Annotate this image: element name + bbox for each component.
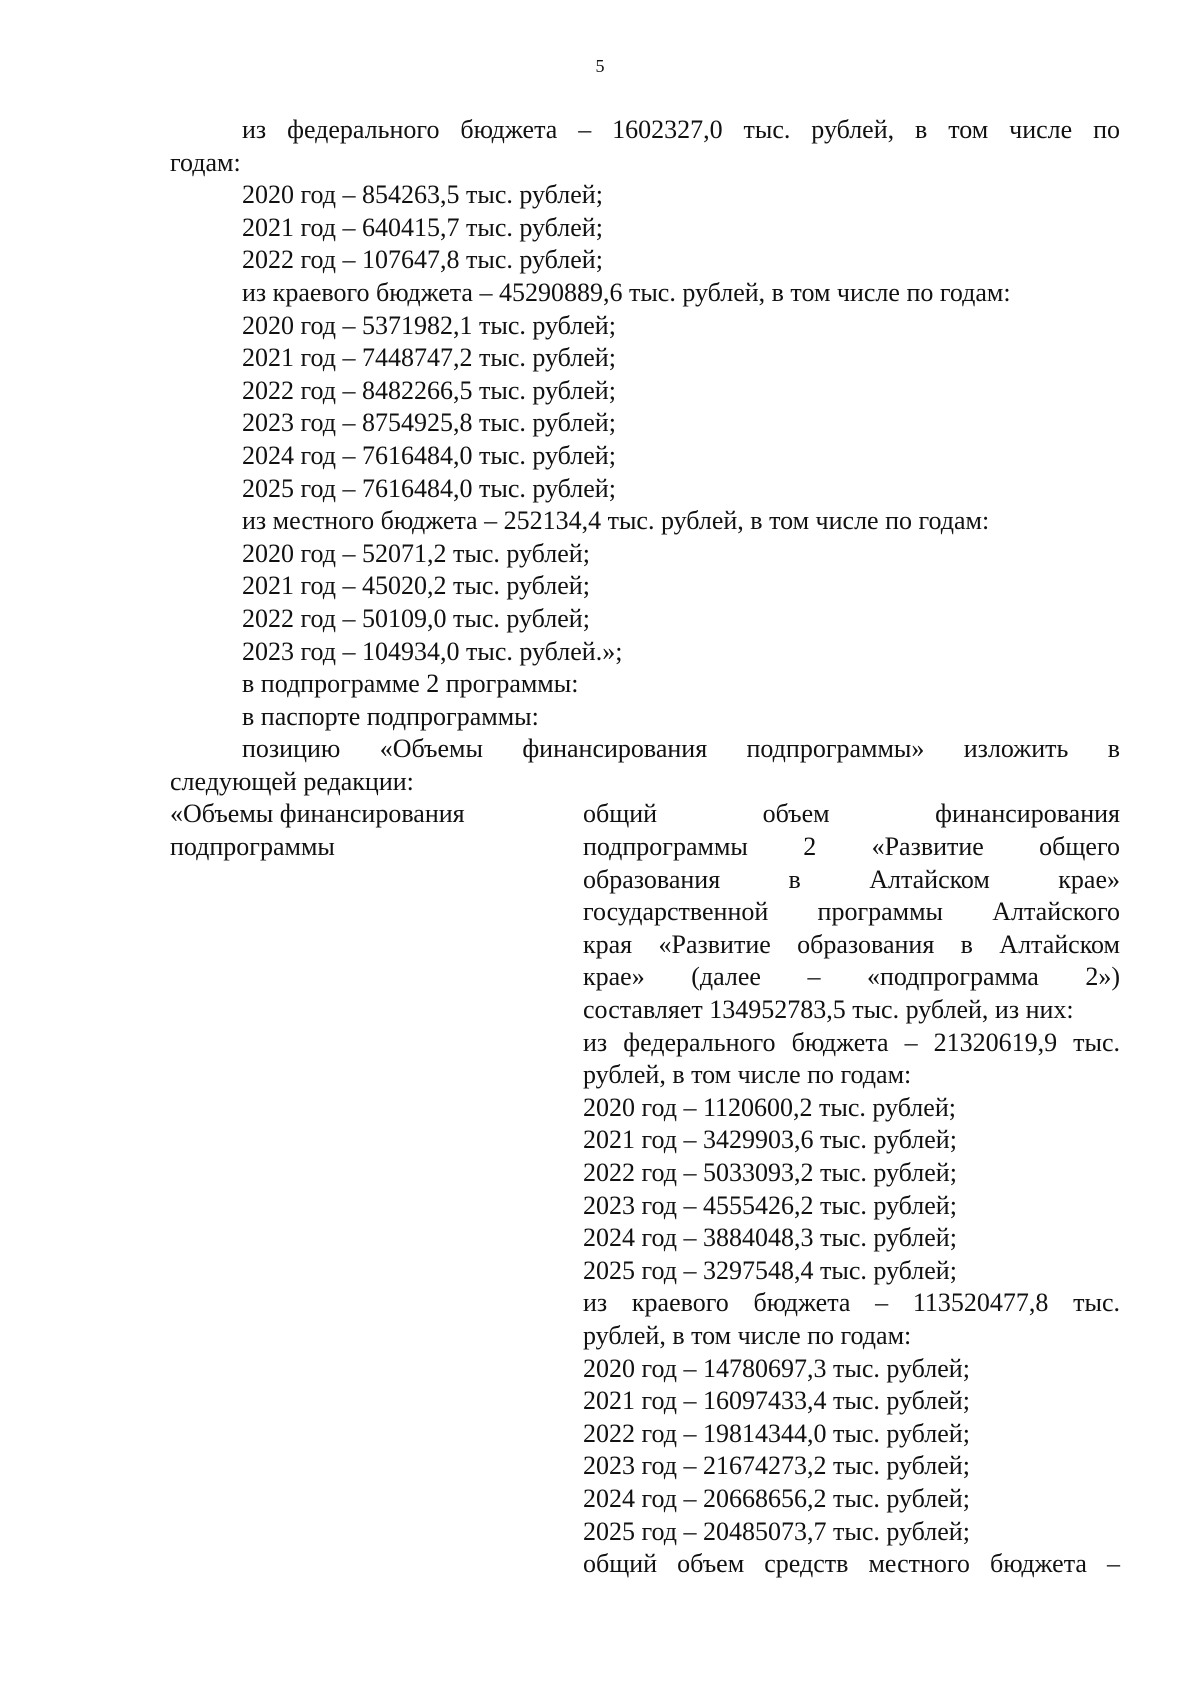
passport-regional-year-2023: 2023 год – 21674273,2 тыс. рублей; <box>583 1451 970 1481</box>
regional-year-2024: 2024 год – 7616484,0 тыс. рублей; <box>242 440 616 470</box>
passport-line: в паспорте подпрограммы: <box>242 701 539 731</box>
regional-year-2021: 2021 год – 7448747,2 тыс. рублей; <box>242 343 616 373</box>
document-body <box>170 114 1120 1581</box>
passport-federal-year-2020: 2020 год – 1120600,2 тыс. рублей; <box>583 1092 956 1122</box>
passport-regional-line: из краевого бюджета – 113520477,8 тыс. <box>583 1288 1120 1318</box>
federal-year-2020: 2020 год – 854263,5 тыс. рублей; <box>242 180 603 210</box>
local-year-2021: 2021 год – 45020,2 тыс. рублей; <box>242 571 590 601</box>
passport-local-line: общий объем средств местного бюджета – <box>583 1549 1120 1579</box>
passport-label-line-2: подпрограммы <box>170 832 335 862</box>
passport-left-column <box>170 798 570 863</box>
passport-desc-line-4: государственной программы Алтайского <box>583 897 1120 927</box>
passport-federal-year-2022: 2022 год – 5033093,2 тыс. рублей; <box>583 1158 957 1187</box>
passport-federal-line-cont: рублей, в том числе по годам: <box>583 1060 912 1090</box>
passport-desc-line-5: края «Развитие образования в Алтайском <box>583 929 1120 959</box>
federal-year-2022: 2022 год – 107647,8 тыс. рублей; <box>242 245 603 275</box>
regional-budget-line: из краевого бюджета – 45290889,6 тыс. рублей, в том числе по годам: <box>242 277 1011 307</box>
passport-federal-year-2021: 2021 год – 3429903,6 тыс. рублей; <box>583 1125 957 1155</box>
local-year-2020: 2020 год – 52071,2 тыс. рублей; <box>242 538 590 568</box>
passport-desc-line-3: образования в Алтайском крае» <box>583 864 1120 894</box>
regional-year-2023: 2023 год – 8754925,8 тыс. рублей; <box>242 408 616 438</box>
passport-regional-year-2022: 2022 год – 19814344,0 тыс. рублей; <box>583 1418 970 1448</box>
federal-budget-line: из федерального бюджета – 1602327,0 тыс. рублей, в том числе по <box>242 115 1120 144</box>
passport-regional-year-2025: 2025 год – 20485073,7 тыс. рублей; <box>583 1516 970 1546</box>
local-year-2022: 2022 год – 50109,0 тыс. рублей; <box>242 603 590 633</box>
page-number: 5 <box>595 56 605 76</box>
passport-federal-line: из федерального бюджета – 21320619,9 тыс. <box>583 1027 1120 1057</box>
passport-right-column <box>583 798 1120 1580</box>
passport-desc-line-1: общий объем финансирования <box>583 799 1120 829</box>
local-year-2023: 2023 год – 104934,0 тыс. рублей.»; <box>242 636 623 666</box>
federal-year-2021: 2021 год – 640415,7 тыс. рублей; <box>242 212 603 242</box>
passport-regional-line-cont: рублей, в том числе по годам: <box>583 1320 912 1350</box>
passport-federal-year-2024: 2024 год – 3884048,3 тыс. рублей; <box>583 1223 957 1253</box>
passport-label-line-1: «Объемы финансирования <box>170 799 465 829</box>
regional-year-2025: 2025 год – 7616484,0 тыс. рублей; <box>242 473 616 503</box>
position-line: позицию «Объемы финансирования подпрограммы» изложить в <box>242 734 1120 764</box>
passport-table <box>170 798 1120 1580</box>
passport-federal-year-2023: 2023 год – 4555426,2 тыс. рублей; <box>583 1190 957 1220</box>
passport-regional-year-2021: 2021 год – 16097433,4 тыс. рублей; <box>583 1386 970 1416</box>
local-budget-line: из местного бюджета – 252134,4 тыс. рублей, в том числе по годам: <box>242 506 990 536</box>
passport-total-line: составляет 134952783,5 тыс. рублей, из них: <box>583 995 1074 1025</box>
passport-regional-year-2020: 2020 год – 14780697,3 тыс. рублей; <box>583 1353 970 1383</box>
position-line-cont: следующей редакции: <box>170 766 414 796</box>
passport-desc-line-2: подпрограммы 2 «Развитие общего <box>583 832 1120 862</box>
federal-budget-line-cont: годам: <box>170 147 241 177</box>
subprogram-line: в подпрограмме 2 программы: <box>242 669 579 699</box>
passport-federal-year-2025: 2025 год – 3297548,4 тыс. рублей; <box>583 1255 957 1285</box>
regional-year-2022: 2022 год – 8482266,5 тыс. рублей; <box>242 375 616 405</box>
regional-year-2020: 2020 год – 5371982,1 тыс. рублей; <box>242 310 616 340</box>
passport-regional-year-2024: 2024 год – 20668656,2 тыс. рублей; <box>583 1483 970 1513</box>
passport-desc-line-6: крае» (далее – «подпрограмма 2») <box>583 962 1120 992</box>
